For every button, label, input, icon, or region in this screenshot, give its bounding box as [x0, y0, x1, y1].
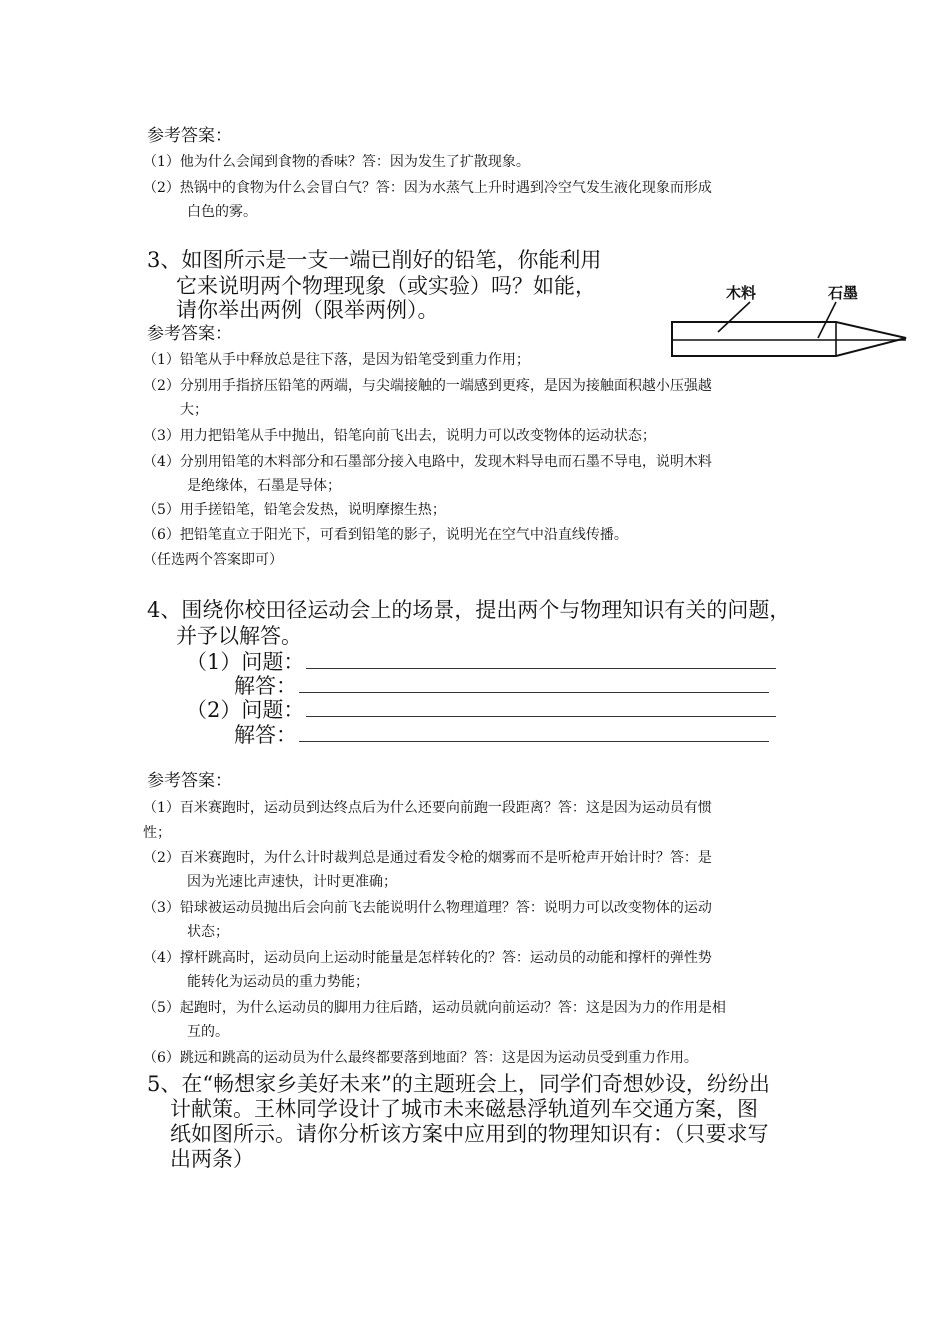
blank-label: 解答： [234, 723, 297, 747]
blank-label: （2）问题： [186, 698, 305, 722]
answer-line: 白色的雾。 [187, 204, 257, 220]
answer-line: （6）跳远和跳高的运动员为什么最终都要落到地面？答：这是因为运动员受到重力作用。 [143, 1050, 698, 1066]
blank-answer-2 [234, 723, 769, 748]
answer-line: 性； [143, 825, 171, 841]
answer-line: （3）铅球被运动员抛出后会向前飞去能说明什么物理道理？答：说明力可以改变物体的运动 [143, 900, 712, 916]
answer-line: （6）把铅笔直立于阳光下，可看到铅笔的影子，说明光在空气中沿直线传播。 [143, 527, 628, 543]
pencil-drawing [668, 278, 912, 368]
blank-question-2 [186, 698, 776, 723]
question-4-line: 4、围绕你校田径运动会上的场景，提出两个与物理知识有关的问题， [147, 598, 791, 622]
answer-line: 是绝缘体，石墨是导体； [187, 478, 341, 494]
graphite-label: 石墨 [828, 284, 859, 302]
ref-heading: 参考答案： [147, 771, 232, 791]
answer-blank[interactable] [306, 698, 776, 717]
question-3-line: 3、如图所示是一支一端已削好的铅笔，你能利用 [147, 248, 602, 272]
question-5-line: 计献策。王林同学设计了城市未来磁悬浮轨道列车交通方案，图 [170, 1097, 758, 1121]
answer-line: （3）用力把铅笔从手中抛出，铅笔向前飞出去，说明力可以改变物体的运动状态； [143, 428, 656, 444]
blank-question-1 [186, 650, 776, 675]
answer-line: （5）起跑时，为什么运动员的脚用力往后踏，运动员就向前运动？答：这是因为力的作用是相 [143, 1000, 726, 1016]
answer-line: （2）热锅中的食物为什么会冒白气？答：因为水蒸气上升时遇到冷空气发生液化现象而形成 [143, 180, 712, 196]
answer-line: （4）分别用铅笔的木料部分和石墨部分接入电路中，发现木料导电而石墨不导电，说明木料 [143, 454, 712, 470]
blank-label: （1）问题： [186, 650, 305, 674]
answer-line: 互的。 [187, 1024, 229, 1040]
question-5-line: 出两条） [170, 1147, 254, 1171]
answer-blank[interactable] [299, 723, 769, 742]
question-3-line: 请你举出两例（限举两例）。 [176, 298, 439, 322]
answer-note: （任选两个答案即可） [143, 552, 283, 568]
question-5-line: 纸如图所示。请你分析该方案中应用到的物理知识有：（只要求写 [170, 1122, 769, 1146]
answer-line: （1）他为什么会闻到食物的香味？答：因为发生了扩散现象。 [143, 154, 530, 170]
blank-answer-1 [234, 674, 769, 699]
answer-line: （4）撑杆跳高时，运动员向上运动时能量是怎样转化的？答：运动员的动能和撑杆的弹性势 [143, 950, 712, 966]
answer-line: （2）分别用手指挤压铅笔的两端，与尖端接触的一端感到更疼，是因为接触面积越小压强越 [143, 378, 712, 394]
answer-line: 大； [180, 402, 208, 418]
answer-line: （5）用手搓铅笔，铅笔会发热，说明摩擦生热； [143, 502, 446, 518]
question-3-line: 它来说明两个物理现象（或实验）吗？如能， [176, 274, 596, 298]
ref-heading: 参考答案： [147, 324, 232, 344]
answer-line: 因为光速比声速快，计时更准确； [187, 874, 397, 890]
answer-line: 能转化为运动员的重力势能； [187, 974, 369, 990]
answer-line: （1）百米赛跑时，运动员到达终点后为什么还要向前跑一段距离？答：这是因为运动员有惯 [143, 800, 712, 816]
pencil-figure [668, 278, 912, 368]
ref-heading: 参考答案： [147, 126, 232, 146]
wood-label: 木料 [726, 284, 757, 302]
answer-line: （2）百米赛跑时，为什么计时裁判总是通过看发令枪的烟雾而不是听枪声开始计时？答：是 [143, 850, 712, 866]
answer-line: 状态； [187, 924, 229, 940]
answer-blank[interactable] [299, 674, 769, 693]
answer-blank[interactable] [306, 650, 776, 669]
blank-label: 解答： [234, 674, 297, 698]
question-4-line: 并予以解答。 [176, 624, 302, 648]
answer-line: （1）铅笔从手中释放总是往下落，是因为铅笔受到重力作用； [143, 352, 530, 368]
question-5-line: 5、在“畅想家乡美好未来”的主题班会上，同学们奇想妙设，纷纷出 [147, 1072, 770, 1096]
